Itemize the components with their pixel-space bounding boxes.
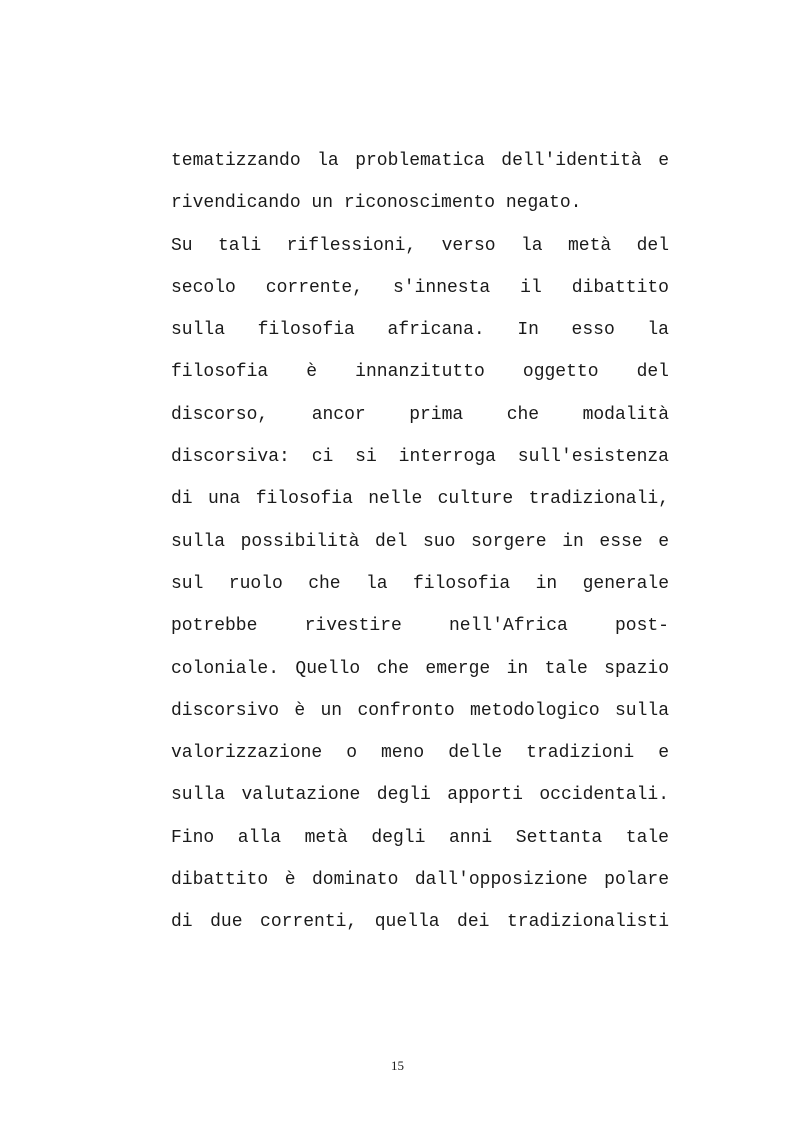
text-line: sul ruolo che la filosofia in generale — [171, 573, 669, 594]
page-number: 15 — [391, 1058, 404, 1073]
text-line: secolo corrente, s'innesta il dibattito — [171, 277, 669, 298]
text-line: discorsiva: ci si interroga sull'esistenza — [171, 447, 669, 468]
text-line: di una filosofia nelle culture tradizionali, — [171, 489, 669, 510]
text-line: filosofia è innanzitutto oggetto del — [171, 362, 669, 383]
text-line: tematizzando la problematica dell'identità e — [171, 151, 669, 171]
body-text — [171, 140, 669, 944]
text-line: valorizzazione o meno delle tradizioni e — [171, 743, 669, 764]
text-line: rivendicando un riconoscimento negato. — [171, 193, 582, 214]
text-line: sulla filosofia africana. In esso la — [171, 320, 669, 341]
text-line: Su tali riflessioni, verso la metà del — [171, 235, 669, 256]
text-line: sulla valutazione degli apporti occidentali. — [171, 785, 669, 806]
text-line: dibattito è dominato dall'opposizione polare — [171, 870, 669, 891]
text-line: di due correnti, quella dei tradizionalisti — [171, 912, 669, 933]
text-line: Fino alla metà degli anni Settanta tale — [171, 827, 669, 848]
text-line: coloniale. Quello che emerge in tale spazio — [171, 658, 669, 679]
text-line: discorso, ancor prima che modalità — [171, 404, 669, 425]
text-line: sulla possibilità del suo sorgere in esse e — [171, 531, 669, 552]
text-line: potrebbe rivestire nell'Africa post- — [171, 616, 669, 637]
text-line: discorsivo è un confronto metodologico sulla — [171, 700, 669, 721]
